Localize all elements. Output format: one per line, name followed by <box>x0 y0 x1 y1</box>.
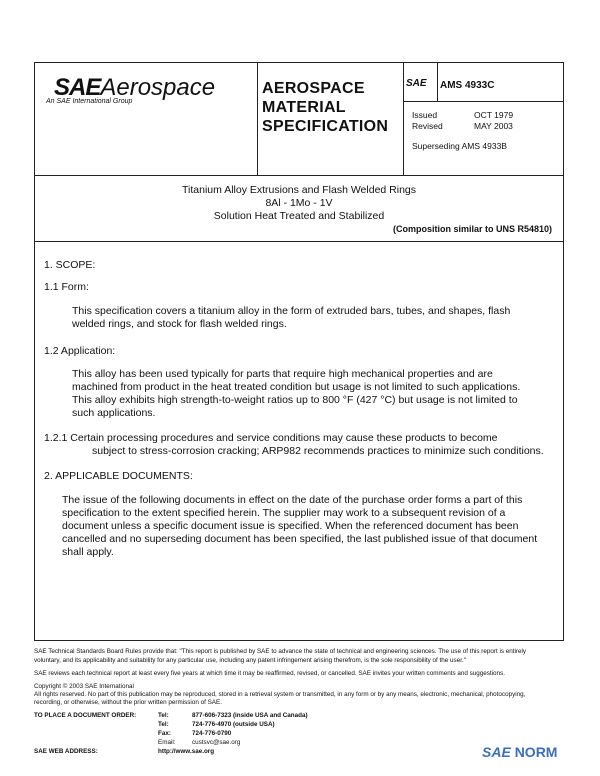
section-1-1-heading: 1.1 Form: <box>44 281 89 293</box>
sae-norm-watermark: SAE NORM <box>482 744 558 760</box>
section-1-2-line-3: This alloy exhibits high strength-to-weight ratios up to 800 °F (427 °C) but usage is not limited to <box>72 394 518 406</box>
section-1-2-line-2: machined from product in the heat treated condition but usage is not limited to such applications. <box>72 381 521 393</box>
footer-divider <box>34 640 564 641</box>
section-1-1-line-1: This specification covers a titanium alloy in the form of extruded bars, tubes, and shapes, flash <box>72 305 511 317</box>
subject-line-1: Titanium Alloy Extrusions and Flash Welded Rings <box>181 184 417 196</box>
revised-date: MAY 2003 <box>474 121 513 131</box>
title-line-3: SPECIFICATION <box>262 118 389 135</box>
section-1-heading: 1. SCOPE: <box>44 259 96 271</box>
revised-label: Revised <box>412 121 443 131</box>
web-label: SAE WEB ADDRESS: <box>34 748 98 755</box>
rights-line-2: recording, or otherwise, without the prior written permission of SAE. <box>34 699 222 706</box>
tel-value: 877-606-7323 (inside USA and Canada) <box>192 712 308 719</box>
email-value[interactable]: custsvc@sae.org <box>192 739 241 746</box>
sae-aerospace-logo: SAEAerospace <box>54 74 216 101</box>
order-label: TO PLACE A DOCUMENT ORDER: <box>34 712 137 719</box>
section-1-2-line-1: This alloy has been used typically for parts that require high mechanical properties and are <box>72 368 493 380</box>
section-2-line-5: shall apply. <box>62 546 114 558</box>
subject-line-3: Solution Heat Treated and Stabilized <box>213 210 385 222</box>
section-2-line-4: cancelled and no superseding document has been specified, the last published issue of that document <box>62 533 538 545</box>
section-1-2-1-line-2: subject to stress-corrosion cracking; ARP982 recommends practices to minimize such conditions. <box>92 445 544 457</box>
logo-subtitle: An SAE International Group <box>46 98 133 105</box>
section-2-heading: 2. APPLICABLE DOCUMENTS: <box>44 470 193 482</box>
fax-value: 724-776-0790 <box>192 730 232 737</box>
copyright: Copyright © 2003 SAE International <box>34 683 134 690</box>
sae-mark-logo: SAE <box>406 78 427 89</box>
tel2-value: 724-776-4970 (outside USA) <box>192 721 275 728</box>
section-1-2-heading: 1.2 Application: <box>44 345 116 357</box>
section-1-2-line-4: such applications. <box>72 407 156 419</box>
document-number: AMS 4933C <box>440 80 495 91</box>
section-2-line-1: The issue of the following documents in effect on the date of the purchase order forms a part of this <box>62 494 523 506</box>
issued-label: Issued <box>412 110 438 120</box>
email-label: Email: <box>158 739 176 746</box>
section-2-line-3: document unless a specific document issue is specified. When the referenced document has been <box>62 520 519 532</box>
review-note: SAE reviews each technical report at least every five years at which time it may be reaffirmed, revised, or cancelled. SAE invites your written comments and suggestions. <box>34 670 505 677</box>
section-2-line-2: specification to the extent specified herein. The supplier may work to a subsequent revision of a <box>62 507 506 519</box>
subject-line-2: 8Al - 1Mo - 1V <box>265 197 333 209</box>
section-1-2-1-line-1: 1.2.1 Certain processing procedures and service conditions may cause these products to become <box>44 432 498 444</box>
section-1-1-line-2: welded rings, and stock for flash welded rings. <box>72 318 287 330</box>
title-line-1: AEROSPACE <box>262 80 365 97</box>
rights-line-1: All rights reserved. No part of this publication may be reproduced, stored in a retrieval system or transmitted, in any form or by any means, electronic, mechanical, photocopying, <box>34 691 526 698</box>
issued-date: OCT 1979 <box>474 110 514 120</box>
rules-line-2: voluntary, and its applicability and suitability for any particular use, including any patent infringement arising therefrom, is the sole responsibility of the user." <box>34 657 466 664</box>
composition-note: (Composition similar to UNS R54810) <box>392 224 552 234</box>
superseding-note: Superseding AMS 4933B <box>412 141 507 151</box>
rules-line-1: SAE Technical Standards Board Rules provide that: "This report is published by SAE to advance the state of technical and engineering sciences. The use of this report is entirely <box>34 648 527 655</box>
tel2-label: Tel: <box>158 721 169 728</box>
fax-label: Fax: <box>158 730 171 737</box>
title-line-2: MATERIAL <box>262 99 346 116</box>
web-value[interactable]: http://www.sae.org <box>158 748 215 755</box>
tel-label: Tel: <box>158 712 169 719</box>
